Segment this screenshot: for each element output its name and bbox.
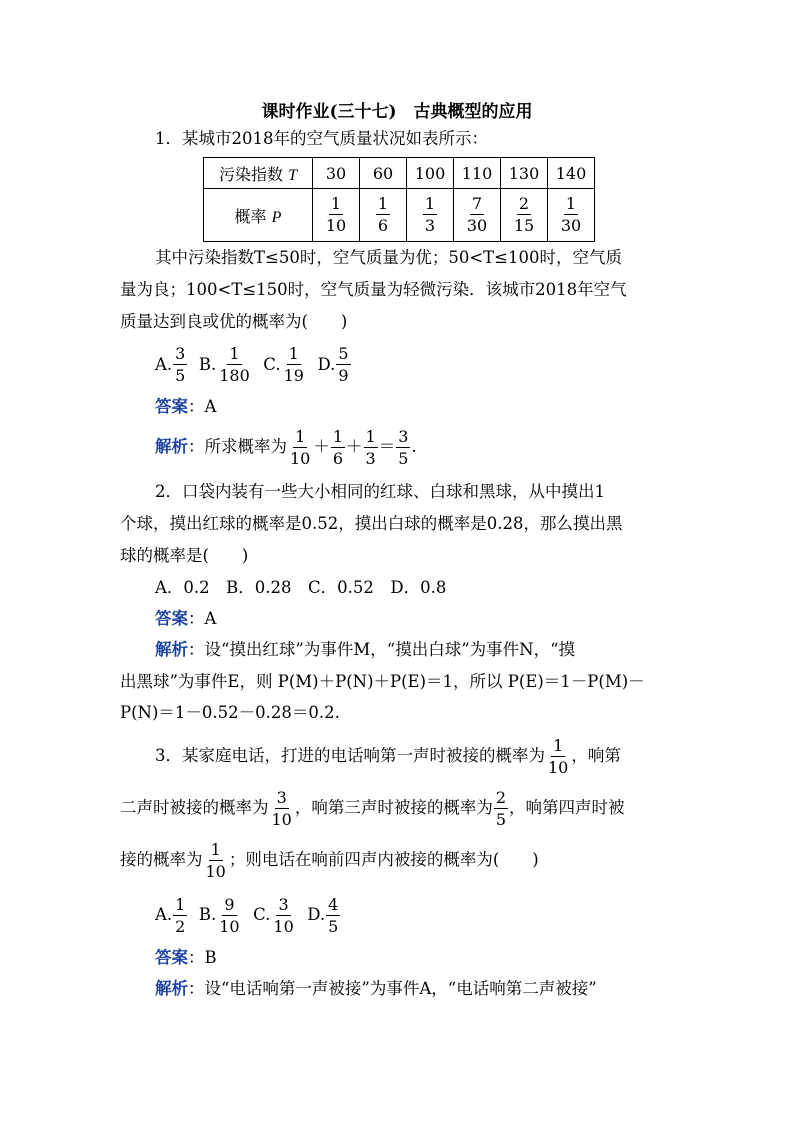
option-d: D. $\frac{5}{9}$ bbox=[317, 344, 349, 385]
table-cell: 140 bbox=[548, 158, 595, 189]
q2-text-line: 球的概率是( ) bbox=[120, 546, 249, 565]
table-row bbox=[204, 158, 595, 189]
option-b: B. $\frac{1}{180}$ bbox=[198, 344, 250, 385]
option-c: C. $\frac{3}{10}$ bbox=[253, 894, 294, 936]
page-title: 课时作业(三十七) 古典概型的应用 bbox=[261, 102, 533, 122]
q1-text-line: 量为良；100<T≤150时，空气质量为轻微污染．该城市2018年空气 bbox=[120, 280, 627, 299]
q1-stem: 1．某城市2018年的空气质量状况如表所示： bbox=[155, 129, 488, 148]
table-cell: $\frac{7}{30}$ bbox=[454, 189, 501, 242]
table-header-cell: 污染指数 T bbox=[204, 158, 313, 189]
q2-options: A．0.2 B．0.28 C．0.52 D．0.8 bbox=[155, 578, 447, 597]
pollution-table bbox=[203, 157, 595, 242]
table-cell: $\frac{1}{3}$ bbox=[407, 189, 454, 242]
q1-text-line: 其中污染指数T≤50时，空气质量为优；50<T≤100时，空气质 bbox=[155, 248, 622, 267]
q3-analysis: 解析：设“电话响第一声被接”为事件A，“电话响第二声被接” bbox=[155, 979, 597, 998]
q1-analysis: 解析：所求概率为 $\frac{1}{10}$ ＋ $\frac{1}{6}$ ＋ $\frac{1}{3}$ ＝ $\frac{3}{5}$ . bbox=[155, 426, 417, 468]
q1-answer: 答案：A bbox=[155, 397, 217, 416]
q3-text-line: 接的概率为 $\frac{1}{10}$ ；则电话在响前四声内被接的概率为( ) bbox=[120, 839, 539, 881]
option-a: A. $\frac{1}{2}$ bbox=[155, 894, 186, 936]
table-cell: $\frac{1}{30}$ bbox=[548, 189, 595, 242]
table-cell: $\frac{1}{6}$ bbox=[360, 189, 407, 242]
table-cell: 110 bbox=[454, 158, 501, 189]
table-cell: 100 bbox=[407, 158, 454, 189]
q3-text-line: 3．某家庭电话，打进的电话响第一声时被接的概率为 $\frac{1}{10}$ ，响第 bbox=[155, 735, 621, 777]
option-d: D. $\frac{4}{5}$ bbox=[307, 894, 339, 936]
table-row bbox=[204, 189, 595, 242]
q2-analysis-line: 出黑球”为事件E，则 P(M)＋P(N)＋P(E)＝1，所以 P(E)＝1－P(M)－ bbox=[120, 672, 645, 691]
table-cell: 60 bbox=[360, 158, 407, 189]
q3-options bbox=[155, 896, 715, 935]
q1-options bbox=[155, 346, 715, 384]
q3-text-line: 二声时被接的概率为 $\frac{3}{10}$ ，响第三声时被接的概率为 $\frac{2}{5}$ ，响第四声时被 bbox=[120, 787, 625, 829]
table-cell: $\frac{1}{10}$ bbox=[313, 189, 360, 242]
q3-answer: 答案：B bbox=[155, 948, 217, 967]
q2-analysis-line: P(N)＝1－0.52－0.28＝0.2. bbox=[120, 703, 340, 722]
table-cell: $\frac{2}{15}$ bbox=[501, 189, 548, 242]
q2-answer: 答案：A bbox=[155, 609, 217, 628]
table-cell: 130 bbox=[501, 158, 548, 189]
q2-analysis: 解析：设“摸出红球”为事件M，“摸出白球”为事件N，“摸 bbox=[155, 640, 576, 659]
q2-text-line: 个球，摸出红球的概率是0.52，摸出白球的概率是0.28，那么摸出黑 bbox=[120, 514, 623, 533]
table-header-cell: 概率 P bbox=[204, 189, 313, 242]
table-cell: 30 bbox=[313, 158, 360, 189]
q2-text-line: 2．口袋内装有一些大小相同的红球、白球和黑球，从中摸出1 bbox=[155, 482, 605, 501]
option-a: A. $\frac{3}{5}$ bbox=[155, 344, 186, 385]
option-b: B. $\frac{9}{10}$ bbox=[198, 894, 240, 936]
q1-text-line: 质量达到良或优的概率为( ) bbox=[120, 312, 348, 331]
option-c: C. $\frac{1}{19}$ bbox=[263, 344, 304, 385]
